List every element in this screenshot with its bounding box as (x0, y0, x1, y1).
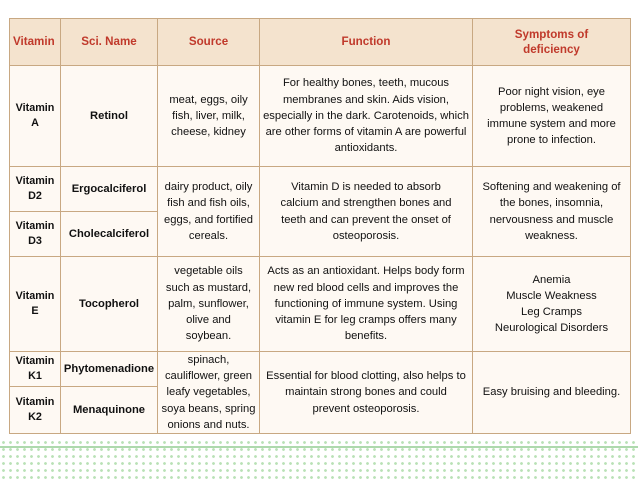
symptom-item: Muscle Weakness (506, 289, 597, 302)
vitamin-a-symptoms: Poor night vision, eye problems, weakened immune system and more prone to infection. (473, 66, 631, 167)
vitamin-d-function: Vitamin D is needed to absorb calcium and strengthen bones and teeth and can prevent the onset of osteoporosis. (260, 167, 473, 257)
footer-divider (0, 446, 638, 448)
vitamin-e-symptoms (473, 257, 631, 352)
vitamin-a-source: meat, eggs, oily fish, liver, milk, cheese, kidney (158, 66, 260, 167)
vitamin-d-symptoms: Softening and weakening of the bones, insomnia, nervousness and muscle weakness. (473, 167, 631, 257)
vitamin-k-source: spinach, cauliflower, green leafy vegetables, soya beans, spring onions and nuts. (158, 352, 260, 434)
vitamin-a-function: For healthy bones, teeth, mucous membranes and skin. Aids vision, especially in the dark. Carotenoids, which are other forms of vitamin A are powerful antioxidants. (260, 66, 473, 167)
symptom-item: Neurological Disorders (494, 322, 609, 335)
vitamin-d3-name: Vitamin D3 (10, 212, 61, 257)
header-sci-name: Sci. Name (61, 19, 158, 66)
vitamin-k2-name: Vitamin K2 (10, 386, 61, 433)
header-vitamin: Vitamin (10, 19, 61, 66)
table-row-vitamin-d2 (10, 167, 631, 212)
header-function: Function (260, 19, 473, 66)
table-header-row (10, 19, 631, 66)
vitamin-k2-sci-name: Menaquinone (61, 386, 158, 433)
table-row-vitamin-a (10, 66, 631, 167)
vitamin-k1-name: Vitamin K1 (10, 352, 61, 387)
vitamin-a-sci-name: Retinol (61, 66, 158, 167)
vitamin-e-function: Acts as an antioxidant. Helps body form new red blood cells and improves the functioning of immune system. Using vitamin E for leg cramps offers many benefits. (260, 257, 473, 352)
vitamin-d-source: dairy product, oily fish and fish oils, eggs, and fortified cereals. (158, 167, 260, 257)
vitamin-a-name: Vitamin A (10, 66, 61, 167)
vitamin-e-source: vegetable oils such as mustard, palm, sunflower, olive and soybean. (158, 257, 260, 352)
vitamin-e-name: Vitamin E (10, 257, 61, 352)
vitamin-d2-name: Vitamin D2 (10, 167, 61, 212)
vitamin-table (9, 18, 631, 434)
vitamin-k-symptoms: Easy bruising and bleeding. (473, 352, 631, 434)
vitamin-d3-sci-name: Cholecalciferol (61, 212, 158, 257)
table-row-vitamin-e (10, 257, 631, 352)
footer-dot-pattern (0, 439, 638, 479)
vitamin-k1-sci-name: Phytomenadione (61, 352, 158, 387)
header-symptoms: Symptoms of deficiency (473, 19, 631, 66)
symptom-item: Leg Cramps (521, 306, 582, 318)
header-source: Source (158, 19, 260, 66)
vitamin-k-function: Essential for blood clotting, also helps to maintain strong bones and could prevent osteoporosis. (260, 352, 473, 434)
vitamin-d2-sci-name: Ergocalciferol (61, 167, 158, 212)
symptom-item: Anemia (532, 273, 571, 286)
vitamin-e-sci-name: Tocopherol (61, 257, 158, 352)
table-row-vitamin-k1 (10, 352, 631, 387)
